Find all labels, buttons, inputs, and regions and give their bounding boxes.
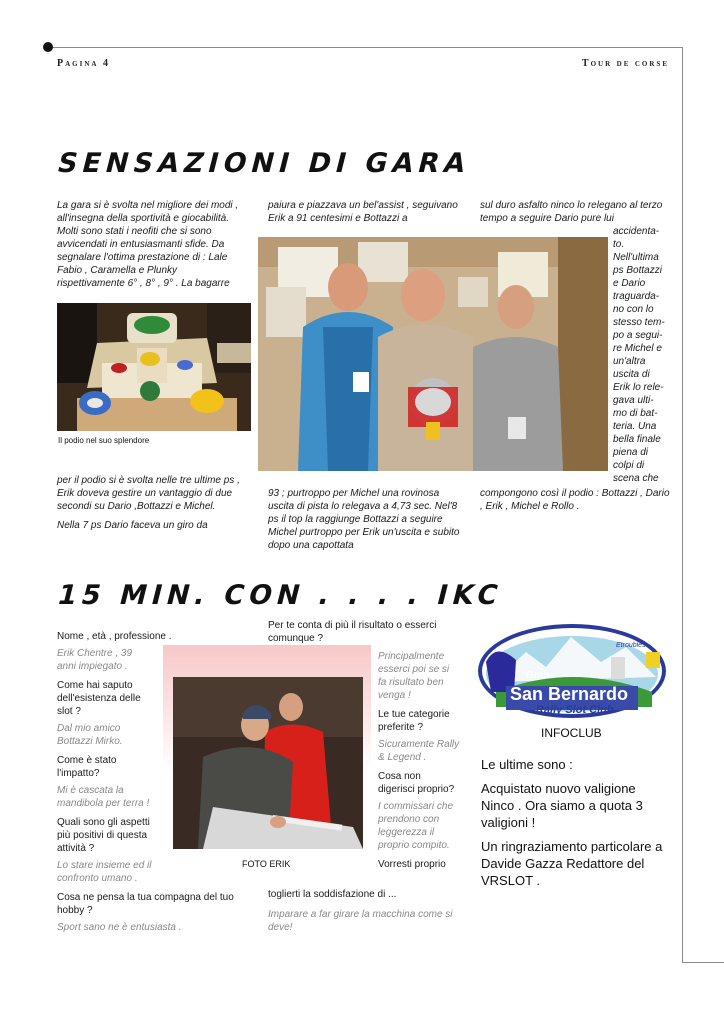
- page-frame-top-rule: [48, 47, 682, 48]
- answer: Imparare a far girare la macchina come si deve!: [268, 909, 453, 933]
- bullet-dot: [43, 42, 53, 52]
- question: toglierti la soddisfazione di ...: [268, 889, 397, 900]
- club-logo: [476, 622, 668, 720]
- article-col2-top: [268, 199, 460, 231]
- text-line: stesso tem-: [613, 317, 665, 328]
- article-title: SENSAZIONI DI GARA: [54, 148, 474, 179]
- logo-text-gran: Gran: [526, 670, 550, 681]
- page-number: Pagina 4: [57, 58, 110, 69]
- article-col3-narrow: [613, 225, 673, 485]
- article-col1-bottom: [57, 474, 247, 538]
- text-line: po a segui-: [613, 330, 663, 341]
- text-line: ps Bottazzi: [613, 265, 662, 276]
- text-line: to.: [613, 239, 625, 250]
- infoclub-paragraph-2: Un ringraziamento particolare a Davide Gazza Redattore del VRSLOT .: [481, 839, 663, 888]
- question: Le tue categorie preferite ?: [378, 709, 450, 733]
- infoclub-heading: Le ultime sono :: [481, 757, 573, 772]
- logo-text-rally-slot-club: Rally Slot Club: [536, 704, 614, 716]
- text-line: bella finale: [613, 434, 661, 445]
- answer: Erik Chentre , 39 anni impiegato .: [57, 648, 133, 672]
- drivers-photo: [258, 237, 608, 471]
- answer: Mi è cascata la mandibola per terra !: [57, 785, 150, 809]
- erik-photo-graphic: [173, 677, 363, 849]
- question: Cosa ne pensa la tua compagna del tuo hobby ?: [57, 892, 234, 916]
- answer: Dal mio amico Bottazzi Mirko.: [57, 723, 123, 747]
- question: Vorresti proprio: [378, 859, 446, 870]
- text-line: piena di: [613, 447, 649, 458]
- text-line: traguarda-: [613, 291, 660, 302]
- drivers-photo-graphic: [258, 237, 608, 471]
- erik-photo: [173, 677, 363, 849]
- article-col3-bottom: [480, 487, 670, 519]
- paragraph: La gara si è svolta nel migliore dei modi , all'insegna della sportività e giocabilità. Molti sono stati i neofiti che si sono avvicendati in entusiasmanti sfide. Da segnalare l'ottima prestazione di : Lale Fabio , Caramella e Plunky rispettivamente 6° , 8° , 9° . La bagarre: [57, 200, 239, 289]
- podium-photo: [57, 303, 251, 431]
- text-line: e Dario: [613, 278, 646, 289]
- question: Cosa non digerisci proprio?: [378, 771, 455, 795]
- podium-photo-caption: Il podio nel suo splendore: [58, 436, 150, 445]
- text-line: scena che: [613, 473, 659, 484]
- answer: Lo stare insieme ed il confronto umano .: [57, 860, 152, 884]
- paragraph: sul duro asfalto ninco lo relegano al terzo tempo a seguire Dario pure lui: [480, 200, 663, 224]
- infoclub-paragraph-1: Acquistato nuovo valigione Ninco . Ora siamo a quota 3 valigioni !: [481, 781, 643, 830]
- text-line: Nell'ultima: [613, 252, 659, 263]
- question: Nome , età , professione .: [57, 631, 172, 642]
- podium-photo-graphic: [57, 303, 251, 431]
- text-line: uscita di: [613, 369, 650, 380]
- question: Quali sono gli aspetti più positivi di questa attività ?: [57, 817, 150, 854]
- page-frame-bottom-rule: [682, 962, 724, 963]
- paragraph: per il podio si è svolta nelle tre ultime ps , Erik doveva gestire un vantaggio di due secondi su Dario ,Bottazzi e Michel.: [57, 475, 240, 512]
- text-line: mo di bat-: [613, 408, 658, 419]
- paragraph: Nella 7 ps Dario faceva un giro da: [57, 520, 208, 531]
- page-frame-right-rule: [682, 47, 683, 962]
- text-line: accidenta-: [613, 226, 660, 237]
- question: Come è stato l'impatto?: [57, 755, 117, 779]
- answer: Principalmente esserci poi se si fa risultato ben venga !: [378, 651, 450, 701]
- interview-right-column: [378, 650, 460, 875]
- interview-title: 15 MIN. CON . . . . IKC: [54, 580, 506, 611]
- article-col2-bottom: [268, 487, 460, 558]
- article-col1-top: [57, 199, 247, 296]
- text-line: Erik lo rele-: [613, 382, 664, 393]
- infoclub-title: INFOCLUB: [541, 726, 602, 740]
- text-line: colpi di: [613, 460, 645, 471]
- answer: I commissari che prendono con leggerezza il proprio compito.: [378, 801, 454, 851]
- text-line: no con lo: [613, 304, 654, 315]
- erik-photo-caption: FOTO ERIK: [242, 859, 291, 869]
- answer: Sport sano ne è entusiasta .: [57, 922, 182, 933]
- paragraph: 93 ; purtroppo per Michel una rovinosa uscita di pista lo relegava a 4,73 sec. Nel'8 ps il top la raggiunge Bottazzi a seguire Michel purtroppo per Erik un'uscita e subito dopo una capottata: [268, 488, 460, 551]
- question: Per te conta di più il risultato o esserci comunque ?: [268, 620, 437, 644]
- logo-text-etroubles: Etroubles: [616, 642, 646, 649]
- section-title: Tour de corse: [581, 58, 669, 69]
- paragraph: compongono così il podio : Bottazzi , Dario , Erik , Michel e Rollo .: [480, 488, 670, 512]
- question: Come hai saputo dell'esistenza delle slot ?: [57, 680, 141, 717]
- logo-text-san-bernardo: San Bernardo: [510, 684, 629, 704]
- answer: Sicuramente Rally & Legend .: [378, 739, 460, 763]
- text-line: re Michel e: [613, 343, 662, 354]
- text-line: gava ulti-: [613, 395, 654, 406]
- paragraph: paiura e piazzava un bel'assist , seguivano Erik a 91 centesimi e Bottazzi a: [268, 200, 458, 224]
- text-line: teria. Una: [613, 421, 657, 432]
- text-line: un'altra: [613, 356, 646, 367]
